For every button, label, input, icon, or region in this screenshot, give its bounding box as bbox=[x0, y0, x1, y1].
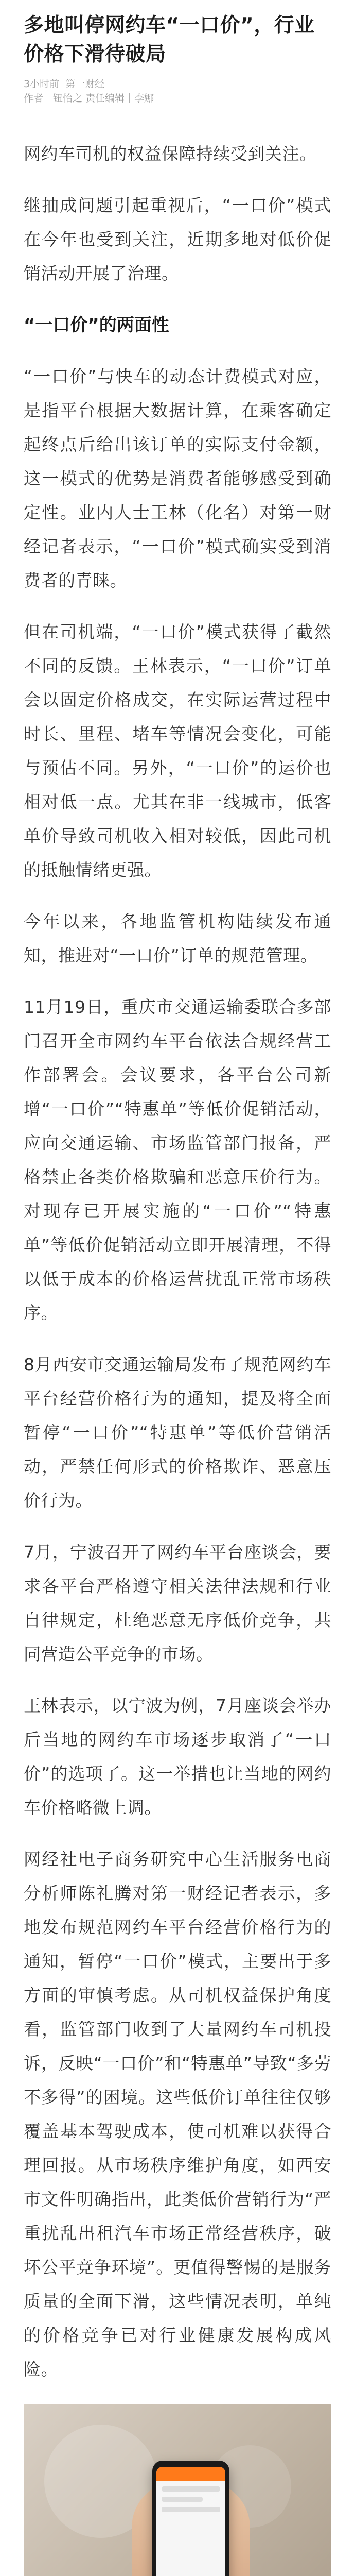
article-title: 多地叫停网约车“一口价”，行业价格下滑待破局 bbox=[24, 14, 315, 66]
screen-row bbox=[162, 2507, 220, 2512]
screen-row bbox=[162, 2486, 220, 2492]
phone-in-hand-photo bbox=[24, 2404, 331, 2576]
photo-phone-screen bbox=[156, 2467, 225, 2576]
paragraph-2: 继抽成问题引起重视后，“一口价”模式在今年也受到关注，近期多地对低价促销活动开展了治理。 bbox=[24, 195, 331, 283]
paragraph-7: 8月西安市交通运输局发布了规范网约车平台经营价格行为的通知，提及将全面暂停“一口价”“特惠单”等低价营销活动，严禁任何形式的价格欺诈、恶意压价行为。 bbox=[24, 1354, 331, 1511]
paragraph-9: 王林表示，以宁波为例，7月座谈会举办后当地的网约车市场逐步取消了“一口价”的选项了。这一举措也让当地的网约车价格略微上调。 bbox=[24, 1696, 331, 1818]
photo-phone bbox=[152, 2461, 229, 2576]
paragraph-4: 但在司机端，“一口价”模式获得了截然不同的反馈。王林表示，“一口价”订单会以固定价格成交，在实际运营过程中时长、里程、堵车等情况会变化，可能与预估不同。另外，“一口价”的运价也相对低一点。尤其在非一线城市，低客单价导致司机收入相对较低，因此司机的抵触情绪更强。 bbox=[24, 622, 331, 880]
paragraph-6: 11月19日，重庆市交通运输委联合多部门召开全市网约车平台依法合规经营工作部署会。会议要求，各平台公司新增“一口价”“特惠单”等低价促销活动，应向交通运输、市场监管部门报备，严格禁止各类价格欺骗和恶意压价行为。对现存已开展实施的“一口价”“特惠单”等低价促销活动立即开展清理，不得以低于成本的价格运营扰乱正常市场秩序。 bbox=[24, 997, 331, 1323]
paragraph-10: 网经社电子商务研究中心生活服务电商分析师陈礼腾对第一财经记者表示，多地发布规范网约车平台经营价格行为的通知，暂停“一口价”模式，主要出于多方面的审慎考虑。从司机权益保护角度看，监管部门收到了大量网约车司机投诉，反映“一口价”和“特惠单”导致“多劳不多得”的困境。这些低价订单往往仅够覆盖基本驾驶成本，使司机难以获得合理回报。从市场秩序维护角度，如西安市文件明确指出，此类低价营销行为“严重扰乱出租汽车市场正常经营秩序，破坏公平竞争环境”。更值得警惕的是服务质量的全面下滑，这些情况表明，单纯的价格竞争已对行业健康发展构成风险。 bbox=[24, 1849, 331, 2379]
article-meta bbox=[24, 77, 331, 91]
paragraph-5: 今年以来，各地监管机构陆续发布通知，推进对“一口价”订单的规范管理。 bbox=[24, 911, 331, 965]
section-heading: “一口价”的两面性 bbox=[24, 315, 169, 335]
publish-time: 3小时前 bbox=[24, 78, 60, 90]
paragraph-1: 网约车司机的权益保障持续受到关注。 bbox=[24, 144, 317, 164]
paragraph-8: 7月，宁波召开了网约车平台座谈会，要求各平台严格遵守相关法律法规和行业自律规定，杜绝恶意无序低价竞争，共同营造公平竞争的市场。 bbox=[24, 1542, 331, 1664]
paragraph-3: “一口价”与快车的动态计费模式对应，是指平台根据大数据计算，在乘客确定起终点后给出该订单的实际支付金额，这一模式的优势是消费者能够感受到确定性。业内人士王林（化名）对第一财经记者表示，“一口价”模式确实受到消费者的青睐。 bbox=[24, 366, 331, 590]
article-byline: 作者｜钮怡之 责任编辑｜李娜 bbox=[24, 93, 154, 104]
article-photo[interactable] bbox=[24, 2404, 331, 2576]
screen-row bbox=[162, 2497, 203, 2502]
source-name[interactable]: 第一财经 bbox=[65, 78, 105, 90]
screen-header-bar bbox=[156, 2467, 225, 2481]
